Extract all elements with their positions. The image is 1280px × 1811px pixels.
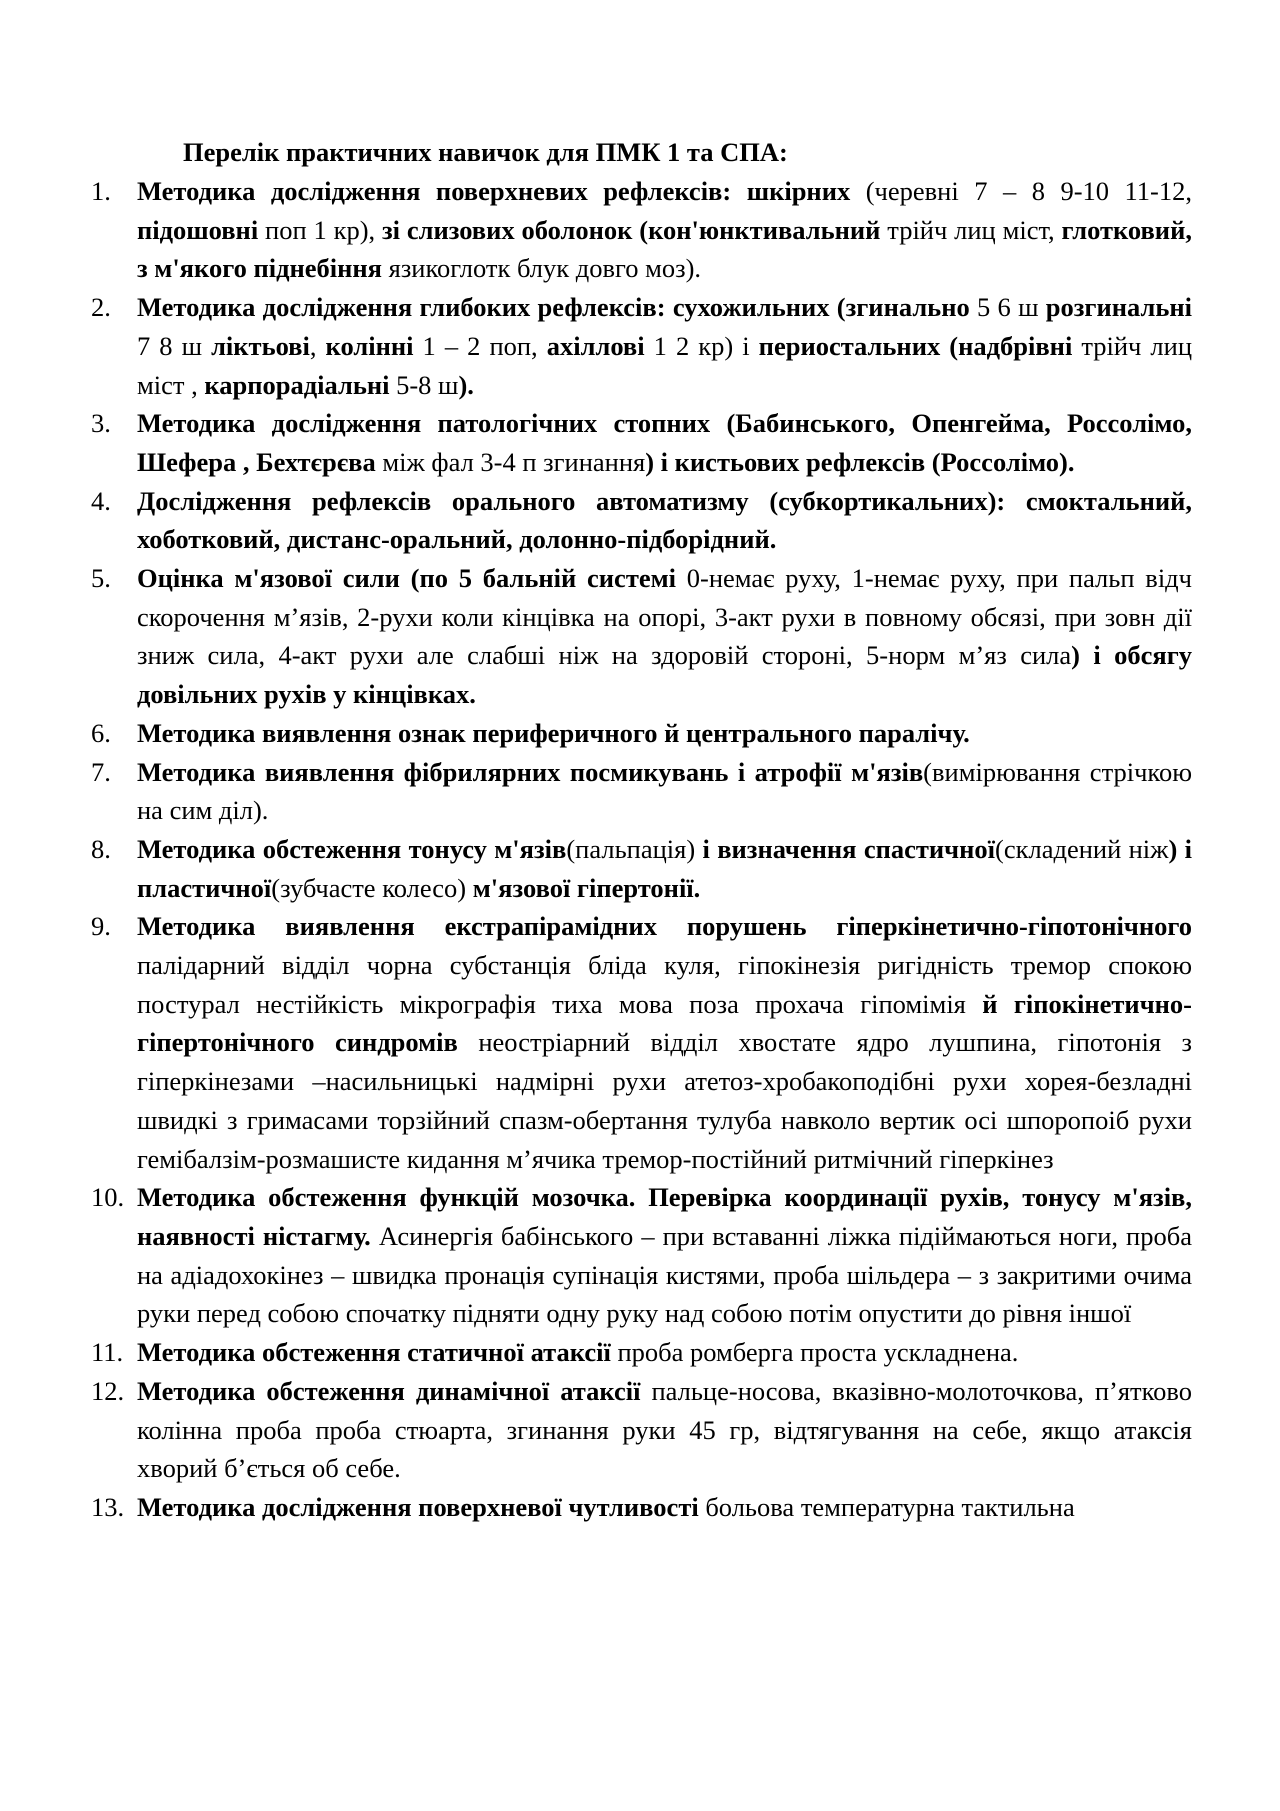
- bold-text: ).: [458, 369, 474, 400]
- plain-text: поп 1 кр),: [258, 214, 382, 245]
- bold-text: ) і кистьових рефлексів (Россолімо).: [645, 446, 1075, 477]
- item-text: [137, 757, 1192, 826]
- plain-text: 5 6 ш: [969, 292, 1046, 323]
- bold-text: карпорадіальні: [204, 369, 390, 400]
- list-item: [80, 404, 1192, 481]
- item-number: 1.: [91, 176, 111, 206]
- list-item: [80, 559, 1192, 714]
- plain-text: ,: [309, 330, 326, 361]
- item-text: [137, 1492, 1075, 1522]
- item-text: [137, 292, 1192, 399]
- plain-text: пальце-носова, вказівно-молоточкова, п’ятково колінна проба проба стюарта, згинання руки 45 гр, відтягування на себе, якщо атаксія хворий б’ється об себе.: [137, 1375, 1192, 1484]
- bold-text: Методика виявлення ознак периферичного й центрального паралічу.: [137, 717, 970, 748]
- plain-text: (черевні 7 – 8 9-10 11-12,: [865, 176, 1193, 206]
- bold-text: ) і обсягу довільних рухів у кінцівках.: [137, 640, 1193, 710]
- bold-text: Методика дослідження патологічних стопних (Бабинського, Опенгейма, Россолімо, Шефера , Бехтєрєва: [137, 408, 1192, 477]
- bold-text: Методика дослідження поверхневих рефлексів: шкірних: [137, 176, 866, 206]
- plain-text: проба ромберга проста ускладнена.: [610, 1337, 1019, 1368]
- item-number: 2.: [91, 292, 111, 323]
- plain-text: 0-немає руху, 1-немає руху, при пальп відч скорочення м’язів, 2-рухи коли кінцівка на опорі, 3-акт рухи в повному обсязі, при зовн дії зниж сила, 4-акт рухи але слабші ніж на здоровій стороні, 5-норм м’яз сила: [137, 563, 1192, 671]
- plain-text: (зубчасте колесо): [271, 872, 473, 903]
- item-number: 8.: [91, 833, 111, 864]
- plain-text: трійч лиц міст,: [880, 214, 1062, 245]
- bold-text: й гіпокінетично-гіпертонічного синдромів: [137, 988, 1192, 1058]
- item-text: [137, 1337, 1018, 1367]
- bold-text: ахіллові: [546, 330, 645, 361]
- item-number: 6.: [91, 717, 111, 748]
- document-title: Перелік практичних навичок для ПМК 1 та СПА:: [183, 137, 788, 167]
- bold-text: розгинальні: [1045, 292, 1192, 323]
- skills-list: [80, 172, 1192, 1527]
- plain-text: Асинергія бабінського – при вставанні ліжка підіймаються ноги, проба на адіадохокінез – швидка пронація супінація кистями, проба шільдера – з закритими очима руки перед собою спочатку підняти одну руку над собою потім опустити до рівня іншої: [137, 1220, 1192, 1329]
- item-number: 10.: [91, 1182, 125, 1213]
- item-text: [137, 834, 1192, 903]
- item-text: [137, 1376, 1192, 1483]
- item-number: 4.: [91, 485, 111, 516]
- bold-text: Методика обстеження статичної атаксії: [137, 1337, 611, 1368]
- bold-text: Методика виявлення фібрилярних посмикувань і атрофії м'язів: [137, 756, 924, 787]
- list-item: [80, 1333, 1192, 1372]
- bold-text: Методика обстеження динамічної атаксії: [137, 1375, 641, 1406]
- list-item: [80, 1488, 1192, 1527]
- plain-text: язикоглотк блук довго моз).: [382, 253, 702, 284]
- bold-text: Методика обстеження тонусу м'язів: [137, 833, 567, 864]
- item-text: [137, 911, 1192, 1173]
- item-number: 11.: [91, 1337, 124, 1368]
- list-item: [80, 753, 1192, 830]
- list-item: [80, 1372, 1192, 1488]
- plain-text: 1 – 2 поп,: [413, 330, 547, 361]
- plain-text: 1 2 кр) і: [644, 330, 759, 361]
- plain-text: між фал 3-4 п згинання: [375, 446, 646, 477]
- list-item: [80, 172, 1192, 288]
- plain-text: (вимірювання стрічкою на сим діл).: [137, 756, 1192, 826]
- bold-text: ліктьові: [211, 330, 310, 361]
- list-item: [80, 907, 1192, 1178]
- bold-text: і визначення спастичної: [702, 833, 996, 864]
- item-text: [137, 486, 1192, 555]
- list-item: [80, 288, 1192, 404]
- bold-text: периостальних (надбрівні: [758, 330, 1073, 361]
- item-text: [137, 408, 1192, 477]
- bold-text: ) і пластичної: [137, 833, 1193, 903]
- bold-text: Методика дослідження поверхневої чутливості: [137, 1491, 699, 1522]
- item-text: [137, 176, 1192, 283]
- plain-text: (пальпація): [566, 833, 703, 864]
- bold-text: Методика обстеження функцій мозочка. Перевірка координації рухів, тонусу м'язів, наявності ністагму.: [137, 1182, 1192, 1251]
- plain-text: 7 8 ш: [137, 330, 212, 361]
- plain-text: 5-8 ш: [389, 369, 459, 400]
- bold-text: Оцінка м'язової сили (по 5 бальній системі: [137, 563, 677, 594]
- bold-text: підошовні: [137, 214, 259, 245]
- item-number: 9.: [91, 911, 111, 942]
- plain-text: (складений ніж: [995, 833, 1169, 864]
- bold-text: Методика дослідження глибоких рефлексів: сухожильних (згинально: [137, 292, 970, 323]
- item-number: 13.: [91, 1491, 125, 1522]
- plain-text: больова температурна тактильна: [698, 1491, 1075, 1522]
- plain-text: палідарний відділ чорна субстанція бліда куля, гіпокінезія ригідність тремор спокою постурал нестійкість мікрографія тиха мова поза прохача гіпомімія: [137, 950, 1192, 1019]
- bold-text: м'язової гіпертонії.: [472, 872, 701, 903]
- bold-text: глотковий, з м'якого піднебіння: [137, 214, 1192, 284]
- item-number: 7.: [91, 756, 111, 787]
- item-number: 5.: [91, 563, 111, 594]
- list-item: [80, 830, 1192, 907]
- bold-text: колінні: [325, 330, 414, 361]
- item-text: [137, 718, 970, 748]
- item-number: 12.: [91, 1375, 125, 1406]
- item-text: [137, 563, 1192, 709]
- list-item: [80, 482, 1192, 559]
- plain-text: неостріарний відділ хвостате ядро лушпина, гіпотонія з гіперкінезами –насильницькі надмірні рухи атетоз-хробакоподібні рухи хорея-безладні швидкі з гримасами торзійний спазм-обертання тулуба навколо вертик осі шпоропоіб рухи гемібалзім-розмашисте кидання м’ячика тремор-постійний ритмічний гіперкінез: [137, 1027, 1192, 1174]
- plain-text: трійч лиц міст ,: [137, 330, 1193, 400]
- item-number: 3.: [91, 408, 111, 439]
- bold-text: Дослідження рефлексів орального автоматизму (субкортикальних): смоктальний, хоботковий, дистанс-оральний, долонно-підборідний.: [137, 485, 1192, 555]
- bold-text: зі слизових оболонок (кон'юнктивальний: [381, 214, 881, 245]
- bold-text: Методика виявлення екстрапірамідних порушень гіперкінетично-гіпотонічного: [137, 911, 1192, 942]
- item-text: [137, 1182, 1192, 1328]
- list-item: [80, 714, 1192, 753]
- list-item: [80, 1178, 1192, 1333]
